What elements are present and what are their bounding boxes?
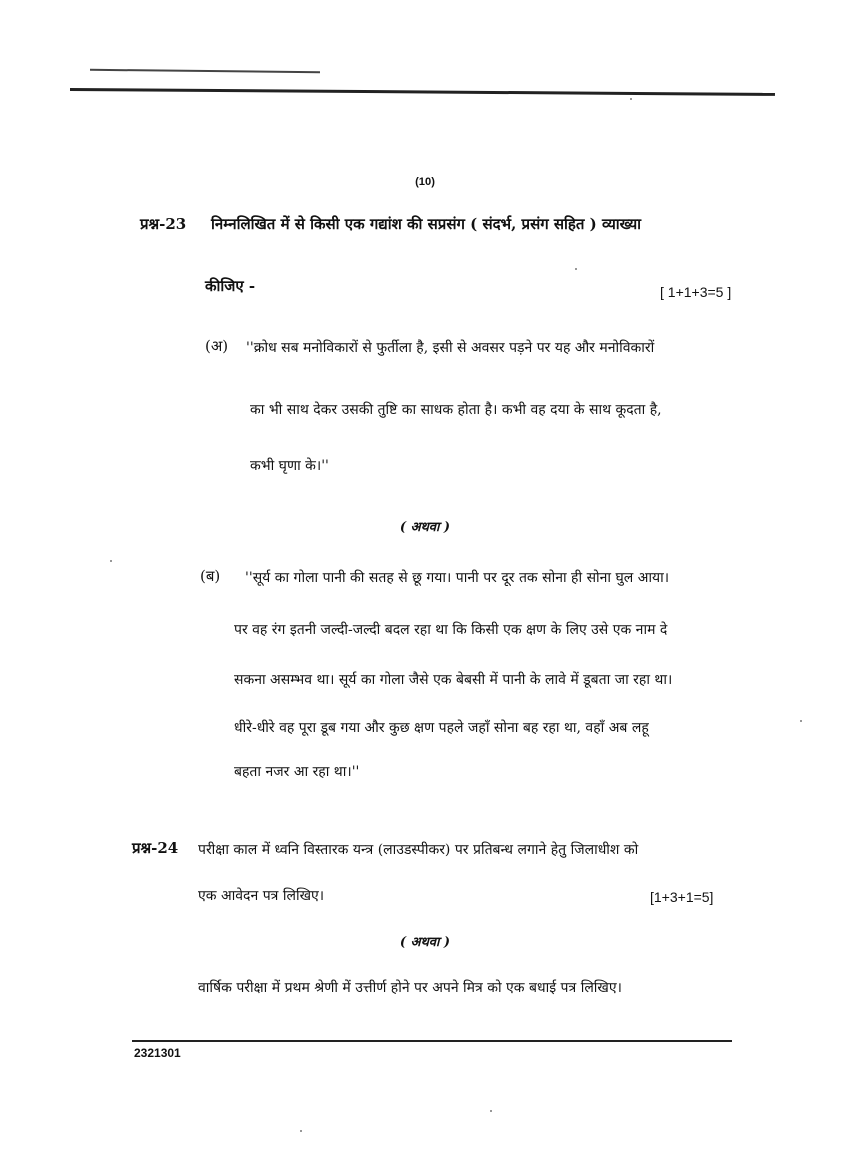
or-divider-q24: ( अथवा )	[399, 935, 451, 950]
q24-alternative: वार्षिक परीक्षा में प्रथम श्रेणी में उत्तीर्ण होने पर अपने मित्र को एक बधाई पत्र लिखिए।	[198, 980, 622, 996]
option-a-line-3: कभी घृणा के।''	[250, 458, 329, 474]
option-a-line-1: ''क्रोध सब मनोविकारों से फुर्तीला है, इसी से अवसर पड़ने पर यह और मनोविकारों	[246, 340, 655, 356]
option-b-line-3: सकना असम्भव था। सूर्य का गोला जैसे एक बेबसी में पानी के लावे में डूबता जा रहा था।	[234, 672, 673, 688]
page-number: (10)	[415, 176, 435, 188]
option-b-label: (ब)	[200, 567, 221, 585]
or-divider-q23: ( अथवा )	[399, 520, 451, 535]
scan-speck	[110, 560, 112, 562]
q24-label: प्रश्न-24	[132, 839, 179, 857]
paper-code: 2321301	[134, 1046, 181, 1060]
q24-line-2: एक आवेदन पत्र लिखिए।	[198, 888, 325, 904]
scan-speck	[490, 1110, 492, 1112]
q23-marks: [ 1+1+3=5 ]	[660, 284, 732, 300]
option-b-line-4: धीरे-धीरे वह पूरा डूब गया और कुछ क्षण पहले जहाँ सोना बह रहा था, वहाँ अब लहू	[234, 720, 649, 736]
header-rule	[70, 88, 775, 96]
q24-line-1: परीक्षा काल में ध्वनि विस्तारक यन्त्र (लाउडस्पीकर) पर प्रतिबन्ध लगाने हेतु जिलाधीश को	[198, 842, 639, 858]
q23-instruction-line2: कीजिए -	[205, 277, 256, 295]
option-b-line-2: पर वह रंग इतनी जल्दी-जल्दी बदल रहा था कि किसी एक क्षण के लिए उसे एक नाम दे	[234, 622, 668, 638]
q23-label: प्रश्न-23	[140, 215, 187, 233]
scan-speck	[630, 98, 632, 100]
footer-rule	[132, 1040, 732, 1042]
q23-instruction-line1: निम्नलिखित में से किसी एक गद्यांश की सप्रसंग ( संदर्भ, प्रसंग सहित ) व्याख्या	[211, 215, 642, 233]
scan-speck	[800, 720, 802, 722]
option-b-line-5: बहता नजर आ रहा था।''	[234, 764, 360, 780]
scan-speck	[575, 268, 577, 270]
option-a-line-2: का भी साथ देकर उसकी तुष्टि का साधक होता है। कभी वह दया के साथ कूदता है,	[250, 402, 662, 418]
scan-artifact-line	[90, 69, 320, 73]
option-b-line-1: ''सूर्य का गोला पानी की सतह से छू गया। पानी पर दूर तक सोना ही सोना घुल आया।	[245, 570, 670, 586]
q24-marks: [1+3+1=5]	[650, 889, 714, 905]
option-a-label: (अ)	[205, 337, 229, 355]
scan-speck	[300, 1130, 302, 1132]
